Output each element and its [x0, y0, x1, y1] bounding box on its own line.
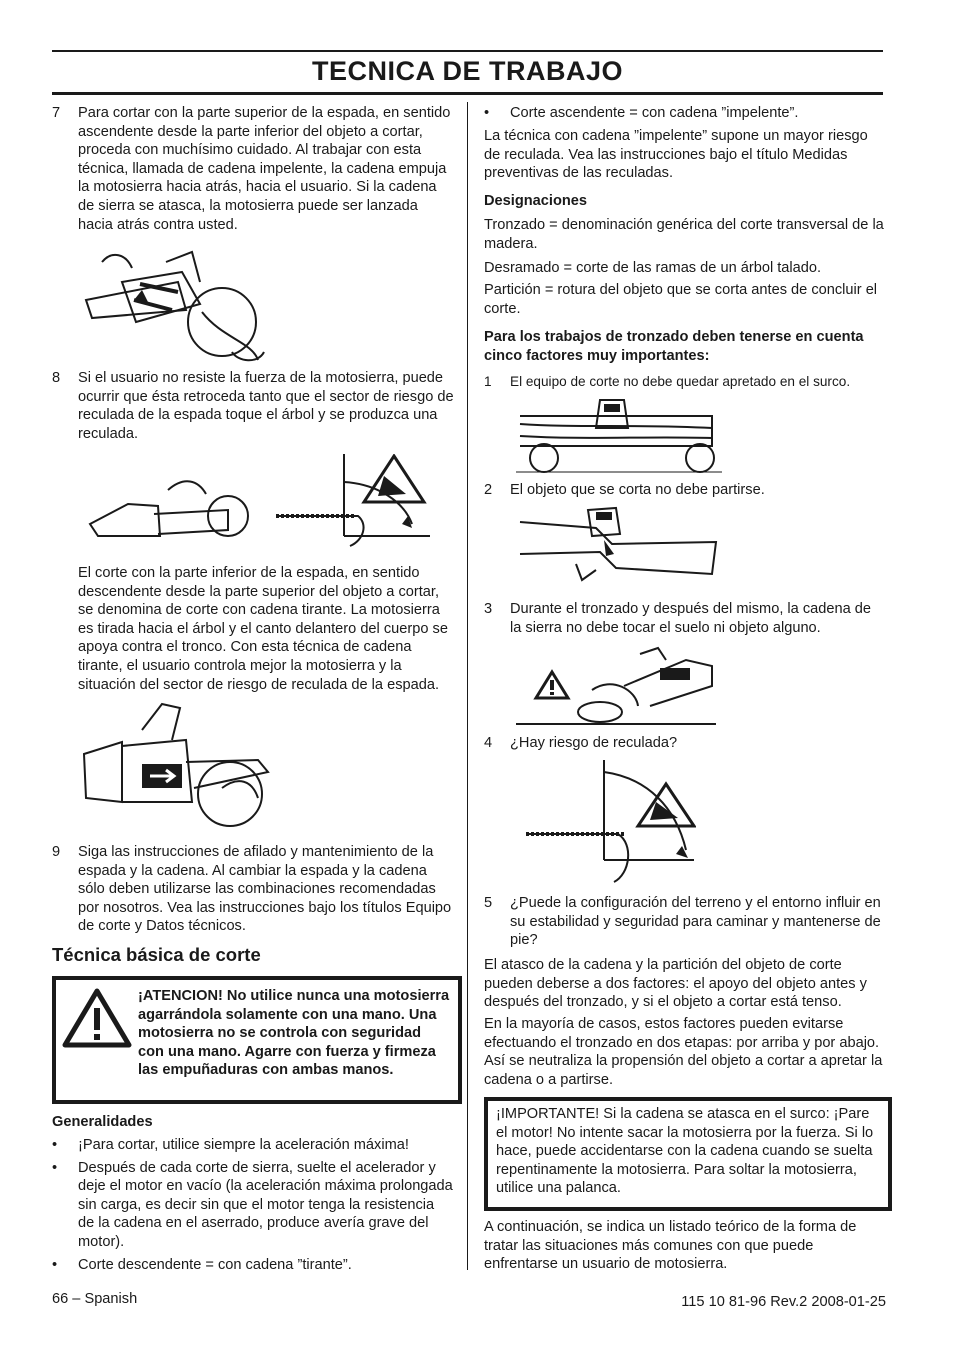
general-bullet-list — [52, 1136, 454, 1274]
factor-5: 5 ¿Puede la configuración del terreno y el entorno influir en su estabilidad y seguridad para caminar y mantenerse de pie? — [484, 895, 881, 949]
list-item: • Después de cada corte de sierra, suelte el acelerador y deje el motor en vacío (la aceleración máxima prolongada sin carga, es decir sin que el motor tenga la resistencia de la cadena en el aserrado, produce avería grave del motor). — [52, 1159, 453, 1250]
log-pinch-illustration — [516, 398, 722, 474]
jam-paragraph: El atasco de la cadena y la partición del objeto de corte pueden deberse a dos factores: el apoyo del objeto antes y después del tronzado, y si el objeto a cortar está tenso. — [484, 957, 867, 1011]
list-item: • Corte ascendente = con cadena ”impelente”. — [484, 105, 799, 121]
header-top-rule — [52, 50, 883, 52]
designation-desramado: Desramado = corte de las ramas de un árbol talado. — [484, 260, 822, 276]
pull-chain-illustration — [82, 702, 278, 828]
footer-document-id: 115 10 81-96 Rev.2 2008-01-25 — [681, 1294, 886, 1310]
closing-paragraph: A continuación, se indica un listado teórico de la forma de tratar las situaciones más comunes con que puede enfrentarse un usuario de motosierra. — [484, 1219, 857, 1273]
important-box — [484, 1097, 892, 1211]
general-heading: Generalidades — [52, 1114, 153, 1130]
section-title: Técnica básica de corte — [52, 944, 261, 965]
factor-1: 1 El equipo de corte no debe quedar apretado en el surco. — [484, 374, 851, 389]
designations-heading: Designaciones — [484, 193, 588, 209]
list-item-7: 7 Para cortar con la parte superior de la espada, en sentido ascendente desde la parte inferior del objeto a cortar, proceda con muchísimo cuidado. Al trabajar con esta técnica, llamada de cadena impelente, la cadena empuja la motosierra hacia atrás, hacia el usuario. Si la cadena de sierra se atasca, la motosierra puede ser lanzada hacia atrás contra usted. — [52, 105, 451, 233]
factor-2: 2 El objeto que se corta no debe partirse. — [484, 482, 765, 498]
warning-text: ¡ATENCION! No utilice nunca una motosierra agarrándola solamente con una mano. Una motosierra no se controla con seguridad con una mano. Agarre con fuerza y firmeza las empuñaduras con ambas manos. — [138, 988, 450, 1079]
column-divider — [467, 102, 468, 1270]
list-item-9: 9 Siga las instrucciones de afilado y mantenimiento de la espada y la cadena. Al cambiar la espada y la cadena sólo deben utilizarse las combinaciones recomendadas por nosotros. Vea las instrucciones bajo los títulos Equipo de corte y Datos técnicos. — [52, 844, 452, 935]
pull-chain-paragraph: El corte con la parte inferior de la espada, en sentido descendente desde la parte superior del objeto a cortar, se denomina de corte con cadena tirante. La motosierra es tirada hacia el árbol y el canto delantero del cuerpo se apoya contra el tronco. Con esta técnica de cadena tirante, el usuario controla mejor la motosierra y la situación del sector de riesgo de reculada de la espada. — [78, 565, 448, 693]
kickback-zone-illustration — [518, 760, 696, 888]
push-chain-illustration — [82, 242, 278, 366]
important-text: ¡IMPORTANTE! Si la cadena se atasca en el surco: ¡Pare el motor! No intente sacar la motosierra por la fuerza. Si lo hace, puede accidentarse con la cadena cuando se suelta repentinamente la motosierra. Para soltar la motosierra, utilice una palanca. — [496, 1106, 874, 1197]
ground-contact-illustration — [516, 646, 716, 728]
factors-heading: Para los trabajos de tronzado deben tenerse en cuenta cinco factores muy importantes: — [484, 329, 864, 364]
factor-3: 3 Durante el tronzado y después del mismo, la cadena de la sierra no debe tocar el suelo ni objeto alguno. — [484, 601, 872, 636]
list-item: • Corte descendente = con cadena ”tirante”. — [52, 1256, 352, 1273]
push-chain-paragraph: La técnica con cadena ”impelente” supone un mayor riesgo de reculada. Vea las instrucciones bajo el título Medidas preventivas de las reculadas. — [484, 128, 868, 182]
kickback-illustration — [88, 454, 432, 560]
list-item-8: 8 Si el usuario no resiste la fuerza de la motosierra, puede ocurrir que ésta retroceda tanto que el sector de riesgo de reculada de la espada toque el árbol y se produzca una reculada. — [52, 370, 454, 442]
warning-triangle-icon — [62, 988, 132, 1048]
designation-tronzado: Tronzado = denominación genérica del corte transversal de la madera. — [484, 217, 884, 252]
warning-box — [52, 976, 462, 1104]
log-split-illustration — [516, 504, 722, 586]
footer-page-number: 66 – Spanish — [52, 1291, 138, 1307]
designation-particion: Partición = rotura del objeto que se corta antes de concluir el corte. — [484, 282, 878, 317]
header-bottom-rule — [52, 92, 883, 95]
two-stage-paragraph: En la mayoría de casos, estos factores pueden evitarse efectuando el tronzado en dos etapas: por arriba y por abajo. Así se neutraliza la propensión del objeto a cortar a apretar la cadena o a partirse. — [484, 1016, 883, 1088]
list-item: • ¡Para cortar, utilice siempre la aceleración máxima! — [52, 1137, 409, 1153]
factor-4: 4 ¿Hay riesgo de reculada? — [484, 735, 678, 751]
page-title: TECNICA DE TRABAJO — [311, 56, 623, 86]
